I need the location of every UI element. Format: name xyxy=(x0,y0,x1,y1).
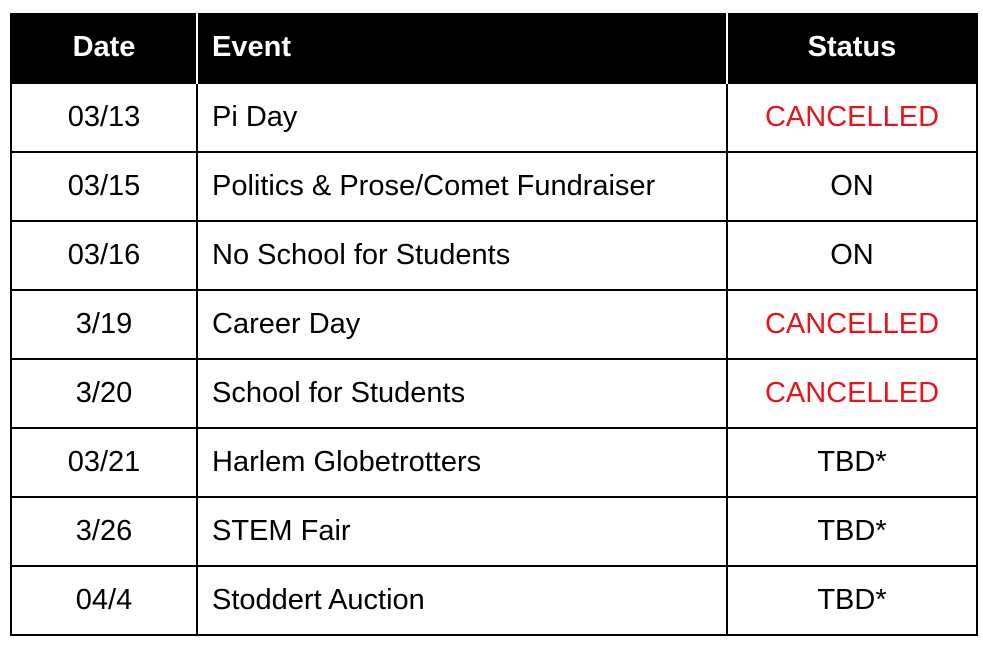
row-status: CANCELLED xyxy=(727,359,977,428)
row-event: Career Day xyxy=(197,290,727,359)
row-date: 03/21 xyxy=(11,428,197,497)
header-date: Date xyxy=(11,13,197,83)
row-status: CANCELLED xyxy=(727,290,977,359)
header-row xyxy=(11,13,977,83)
row-date: 3/26 xyxy=(11,497,197,566)
table-row xyxy=(11,497,977,566)
row-event: Politics & Prose/Comet Fundraiser xyxy=(197,152,727,221)
row-event: No School for Students xyxy=(197,221,727,290)
row-status: CANCELLED xyxy=(727,83,977,152)
row-status: ON xyxy=(727,221,977,290)
table-body xyxy=(11,83,977,635)
row-event: Stoddert Auction xyxy=(197,566,727,635)
table-row xyxy=(11,566,977,635)
row-status: TBD* xyxy=(727,497,977,566)
table-row xyxy=(11,221,977,290)
row-event: STEM Fair xyxy=(197,497,727,566)
row-date: 03/15 xyxy=(11,152,197,221)
header-status: Status xyxy=(727,13,977,83)
events-table-container xyxy=(10,13,976,636)
row-status: TBD* xyxy=(727,428,977,497)
row-event: School for Students xyxy=(197,359,727,428)
row-status: TBD* xyxy=(727,566,977,635)
row-event: Pi Day xyxy=(197,83,727,152)
table-row xyxy=(11,359,977,428)
table-row xyxy=(11,428,977,497)
table-row xyxy=(11,83,977,152)
table-header xyxy=(11,13,977,83)
row-event: Harlem Globetrotters xyxy=(197,428,727,497)
header-event: Event xyxy=(197,13,727,83)
row-date: 03/13 xyxy=(11,83,197,152)
row-date: 3/19 xyxy=(11,290,197,359)
row-date: 3/20 xyxy=(11,359,197,428)
table-row xyxy=(11,290,977,359)
table-row xyxy=(11,152,977,221)
row-status: ON xyxy=(727,152,977,221)
row-date: 03/16 xyxy=(11,221,197,290)
events-table xyxy=(10,13,978,636)
row-date: 04/4 xyxy=(11,566,197,635)
